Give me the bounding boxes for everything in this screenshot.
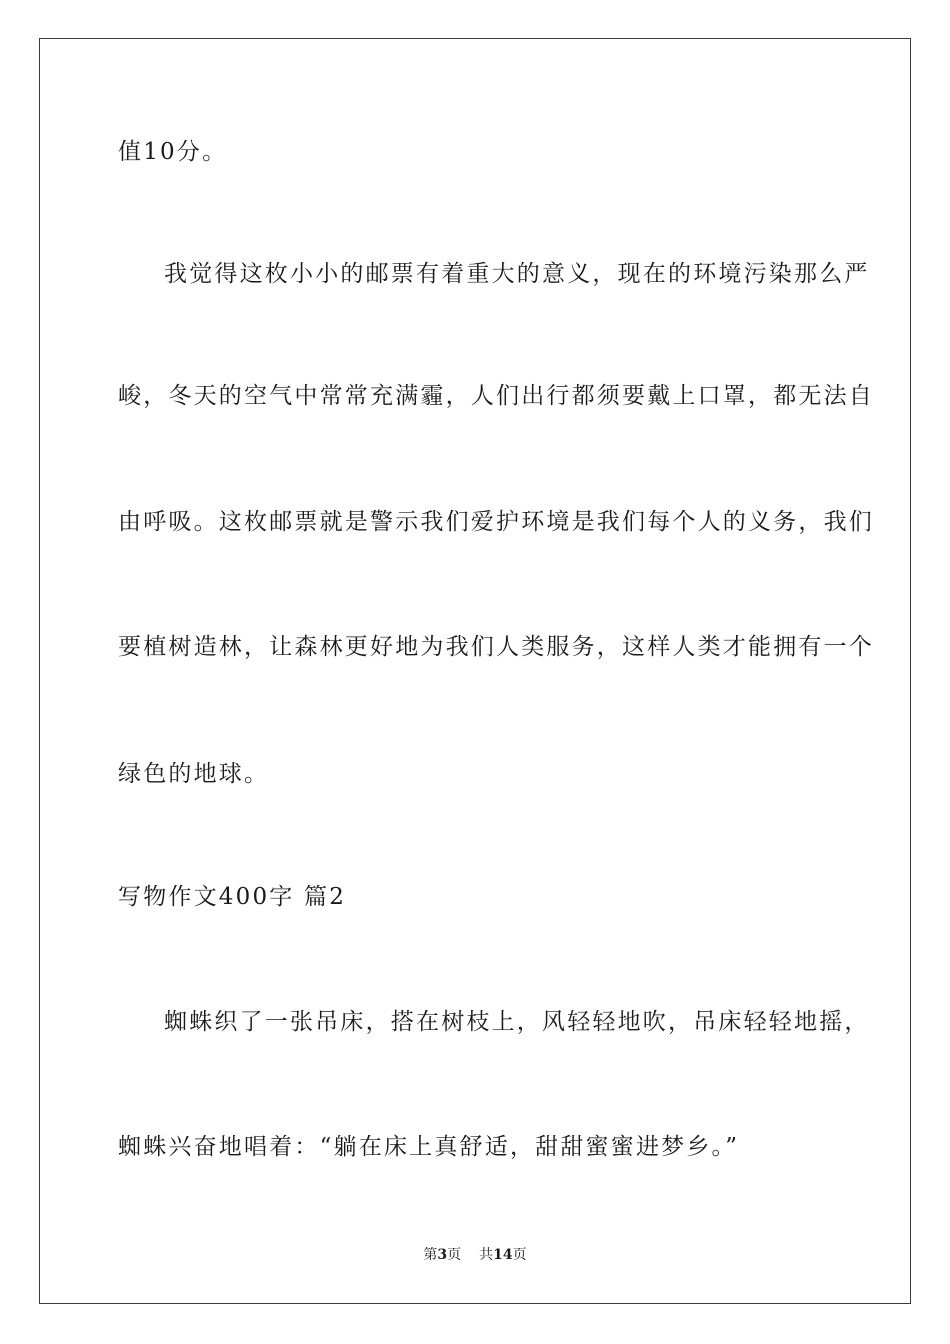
total-prefix: 共 bbox=[479, 1247, 494, 1263]
total-suffix: 页 bbox=[512, 1247, 527, 1263]
paragraph-line: 我觉得这枚小小的邮票有着重大的意义，现在的环境污染那么严 bbox=[164, 261, 870, 287]
total-pages: 14 bbox=[493, 1247, 513, 1263]
paragraph-line: 峻，冬天的空气中常常充满霾，人们出行都须要戴上口罩，都无法自 bbox=[118, 383, 874, 409]
paragraph-line: 蜘蛛织了一张吊床，搭在树枝上，风轻轻地吹，吊床轻轻地摇， bbox=[164, 1009, 870, 1035]
section-heading: 写物作文400字 篇2 bbox=[118, 884, 347, 910]
page-suffix: 页 bbox=[447, 1247, 462, 1263]
paragraph-line: 绿色的地球。 bbox=[118, 761, 270, 787]
page-border bbox=[39, 38, 911, 1304]
page-number: 3 bbox=[437, 1247, 448, 1263]
paragraph-line: 蜘蛛兴奋地唱着：“躺在床上真舒适，甜甜蜜蜜进梦乡。” bbox=[118, 1134, 740, 1160]
paragraph-line: 由呼吸。这枚邮票就是警示我们爱护环境是我们每个人的义务，我们 bbox=[118, 509, 874, 535]
paragraph-line: 要植树造林，让森林更好地为我们人类服务，这样人类才能拥有一个 bbox=[118, 634, 874, 660]
page-footer bbox=[0, 1246, 950, 1264]
paragraph-line: 值10分。 bbox=[118, 139, 228, 165]
page-prefix: 第 bbox=[423, 1247, 438, 1263]
